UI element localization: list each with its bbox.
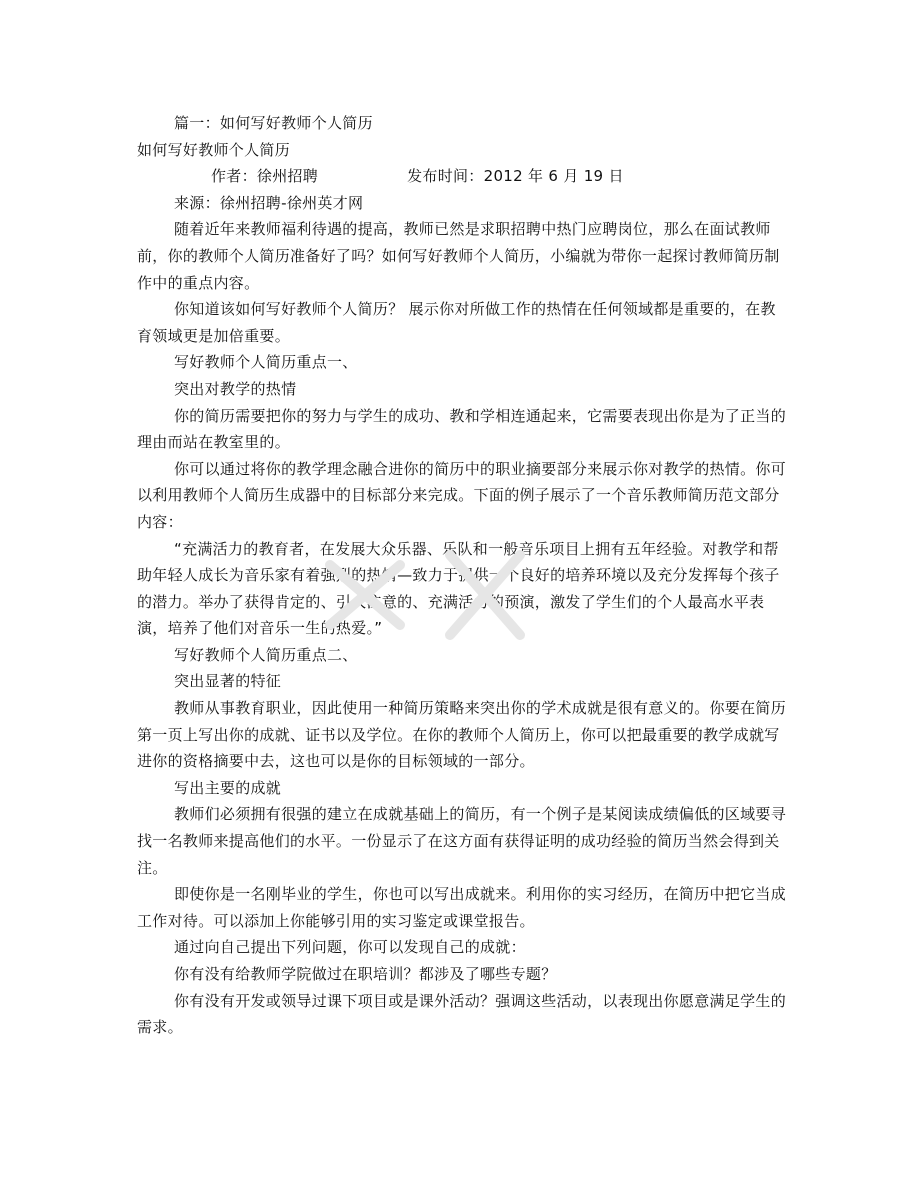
meta-source: 来源：徐州招聘-徐州英才网 (174, 193, 364, 212)
article-meta (137, 163, 787, 216)
subheading: 突出对教学的热情 (174, 379, 297, 398)
quote-paragraph: “充满活力的教育者，在发展大众乐器、乐队和一般音乐项目上拥有五年经验。对教学和帮助年轻人成长为音乐家有着强烈的热情—致力于提供一个良好的培养环境以及充分发挥每个孩子的潜力。举办了获得肯定的、引人注意的、充满活力的预演，激发了学生们的个人最高水平表演，培养了他们对音乐一生的热爱。” (137, 539, 780, 638)
paragraph: 即使你是一名刚毕业的学生，你也可以写出成就来。利用你的实习经历，在简历中把它当成工作对待。可以添加上你能够引用的实习鉴定或课堂报告。 (137, 885, 787, 930)
document-body (137, 110, 787, 1041)
meta-date: 发布时间：2012 年 6 月 19 日 (407, 167, 624, 186)
paragraph: 你知道该如何写好教师个人简历？ 展示你对所做工作的热情在任何领域都是重要的，在教育领域更是加倍重要。 (137, 300, 776, 345)
document-title: 如何写好教师个人简历 (137, 140, 291, 159)
meta-author: 作者：徐州招聘 (211, 167, 319, 186)
subheading: 写出主要的成就 (174, 778, 282, 797)
question-item: 你有没有给教师学院做过在职培训？都涉及了哪些专题？ (174, 965, 557, 983)
paragraph: 你可以通过将你的教学理念融合进你的简历中的职业摘要部分来展示你对教学的热情。你可以利用教师个人简历生成器中的目标部分来完成。下面的例子展示了一个音乐教师简历范文部分内容： (137, 459, 787, 531)
paragraph: 教师从事教育职业，因此使用一种简历策略来突出你的学术成就是很有意义的。你要在简历第一页上写出你的成就、证书以及学位。在你的教师个人简历上，你可以把最重要的教学成就写进你的资格摘要中去，这也可以是你的目标领域的一部分。 (137, 699, 787, 771)
paragraph: 你的简历需要把你的努力与学生的成功、教和学相连通起来，它需要表现出你是为了正当的理由而站在教室里的。 (137, 406, 787, 452)
section-heading: 篇一：如何写好教师个人简历 (174, 114, 373, 132)
subheading: 写好教师个人简历重点一、 (174, 353, 358, 372)
subheading: 突出显著的特征 (174, 672, 282, 691)
question-item: 你有没有开发或领导过课下项目或是课外活动？强调这些活动，以表现出你愿意满足学生的需求。 (137, 991, 787, 1037)
paragraph: 随着近年来教师福利待遇的提高，教师已然是求职招聘中热门应聘岗位，那么在面试教师前，你的教师个人简历准备好了吗？如何写好教师个人简历，小编就为带你一起探讨教师简历制作中的重点内容。 (137, 220, 780, 292)
paragraph: 通过向自己提出下列问题，你可以发现自己的成就： (174, 938, 526, 957)
subheading: 写好教师个人简历重点二、 (174, 645, 358, 664)
paragraph: 教师们必须拥有很强的建立在成就基础上的简历，有一个例子是某阅读成绩偏低的区域要寻找一名教师来提高他们的水平。一份显示了在这方面有获得证明的成功经验的简历当然会得到关注。 (137, 805, 787, 877)
